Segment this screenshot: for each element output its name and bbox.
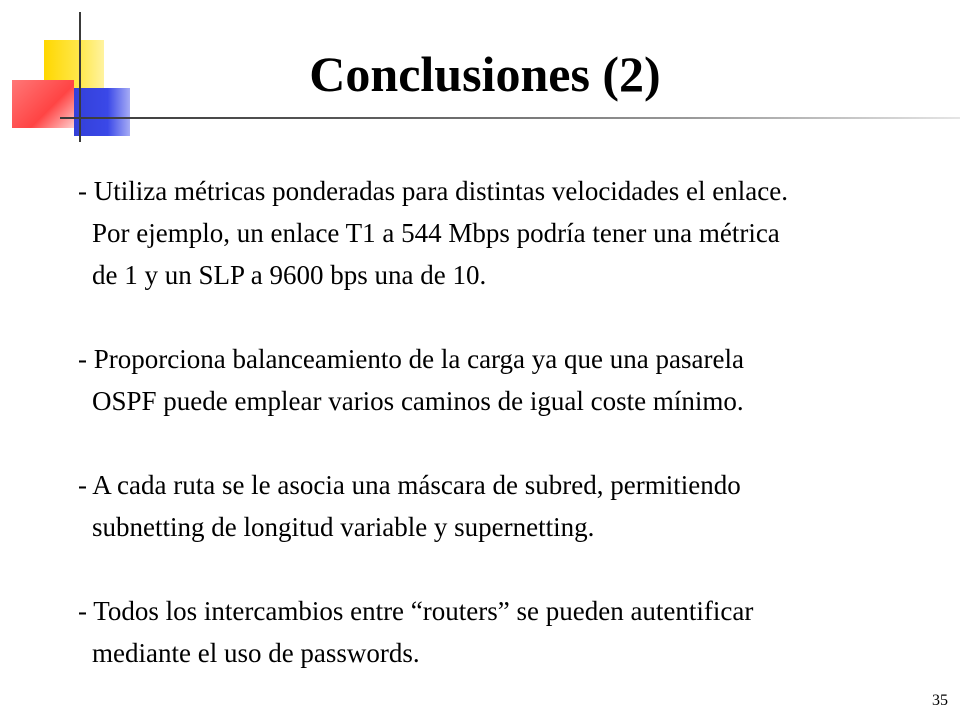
bullet-paragraph <box>78 338 938 422</box>
bullet-line: Por ejemplo, un enlace T1 a 544 Mbps podría tener una métrica <box>92 218 780 248</box>
title-underline-rule <box>60 117 960 119</box>
bullet-line: de 1 y un SLP a 9600 bps una de 10. <box>92 260 487 290</box>
bullet-line: - A cada ruta se le asocia una máscara de subred, permitiendo <box>78 470 741 500</box>
bullet-paragraph <box>78 590 938 674</box>
slide-title: Conclusiones (2) <box>309 46 661 102</box>
bullet-line: - Utiliza métricas ponderadas para distintas velocidades el enlace. <box>78 176 788 206</box>
bullet-paragraph <box>78 464 938 548</box>
bullet-line: subnetting de longitud variable y supernetting. <box>92 512 595 542</box>
bullet-line: - Todos los intercambios entre “routers” se pueden autentificar <box>78 596 754 626</box>
bullet-line: mediante el uso de passwords. <box>92 638 420 668</box>
bullet-line: OSPF puede emplear varios caminos de igual coste mínimo. <box>92 386 744 416</box>
bullet-paragraph <box>78 170 938 296</box>
page-number: 35 <box>932 692 948 709</box>
slide-body <box>78 170 938 674</box>
bullet-line: - Proporciona balanceamiento de la carga ya que una pasarela <box>78 344 744 374</box>
